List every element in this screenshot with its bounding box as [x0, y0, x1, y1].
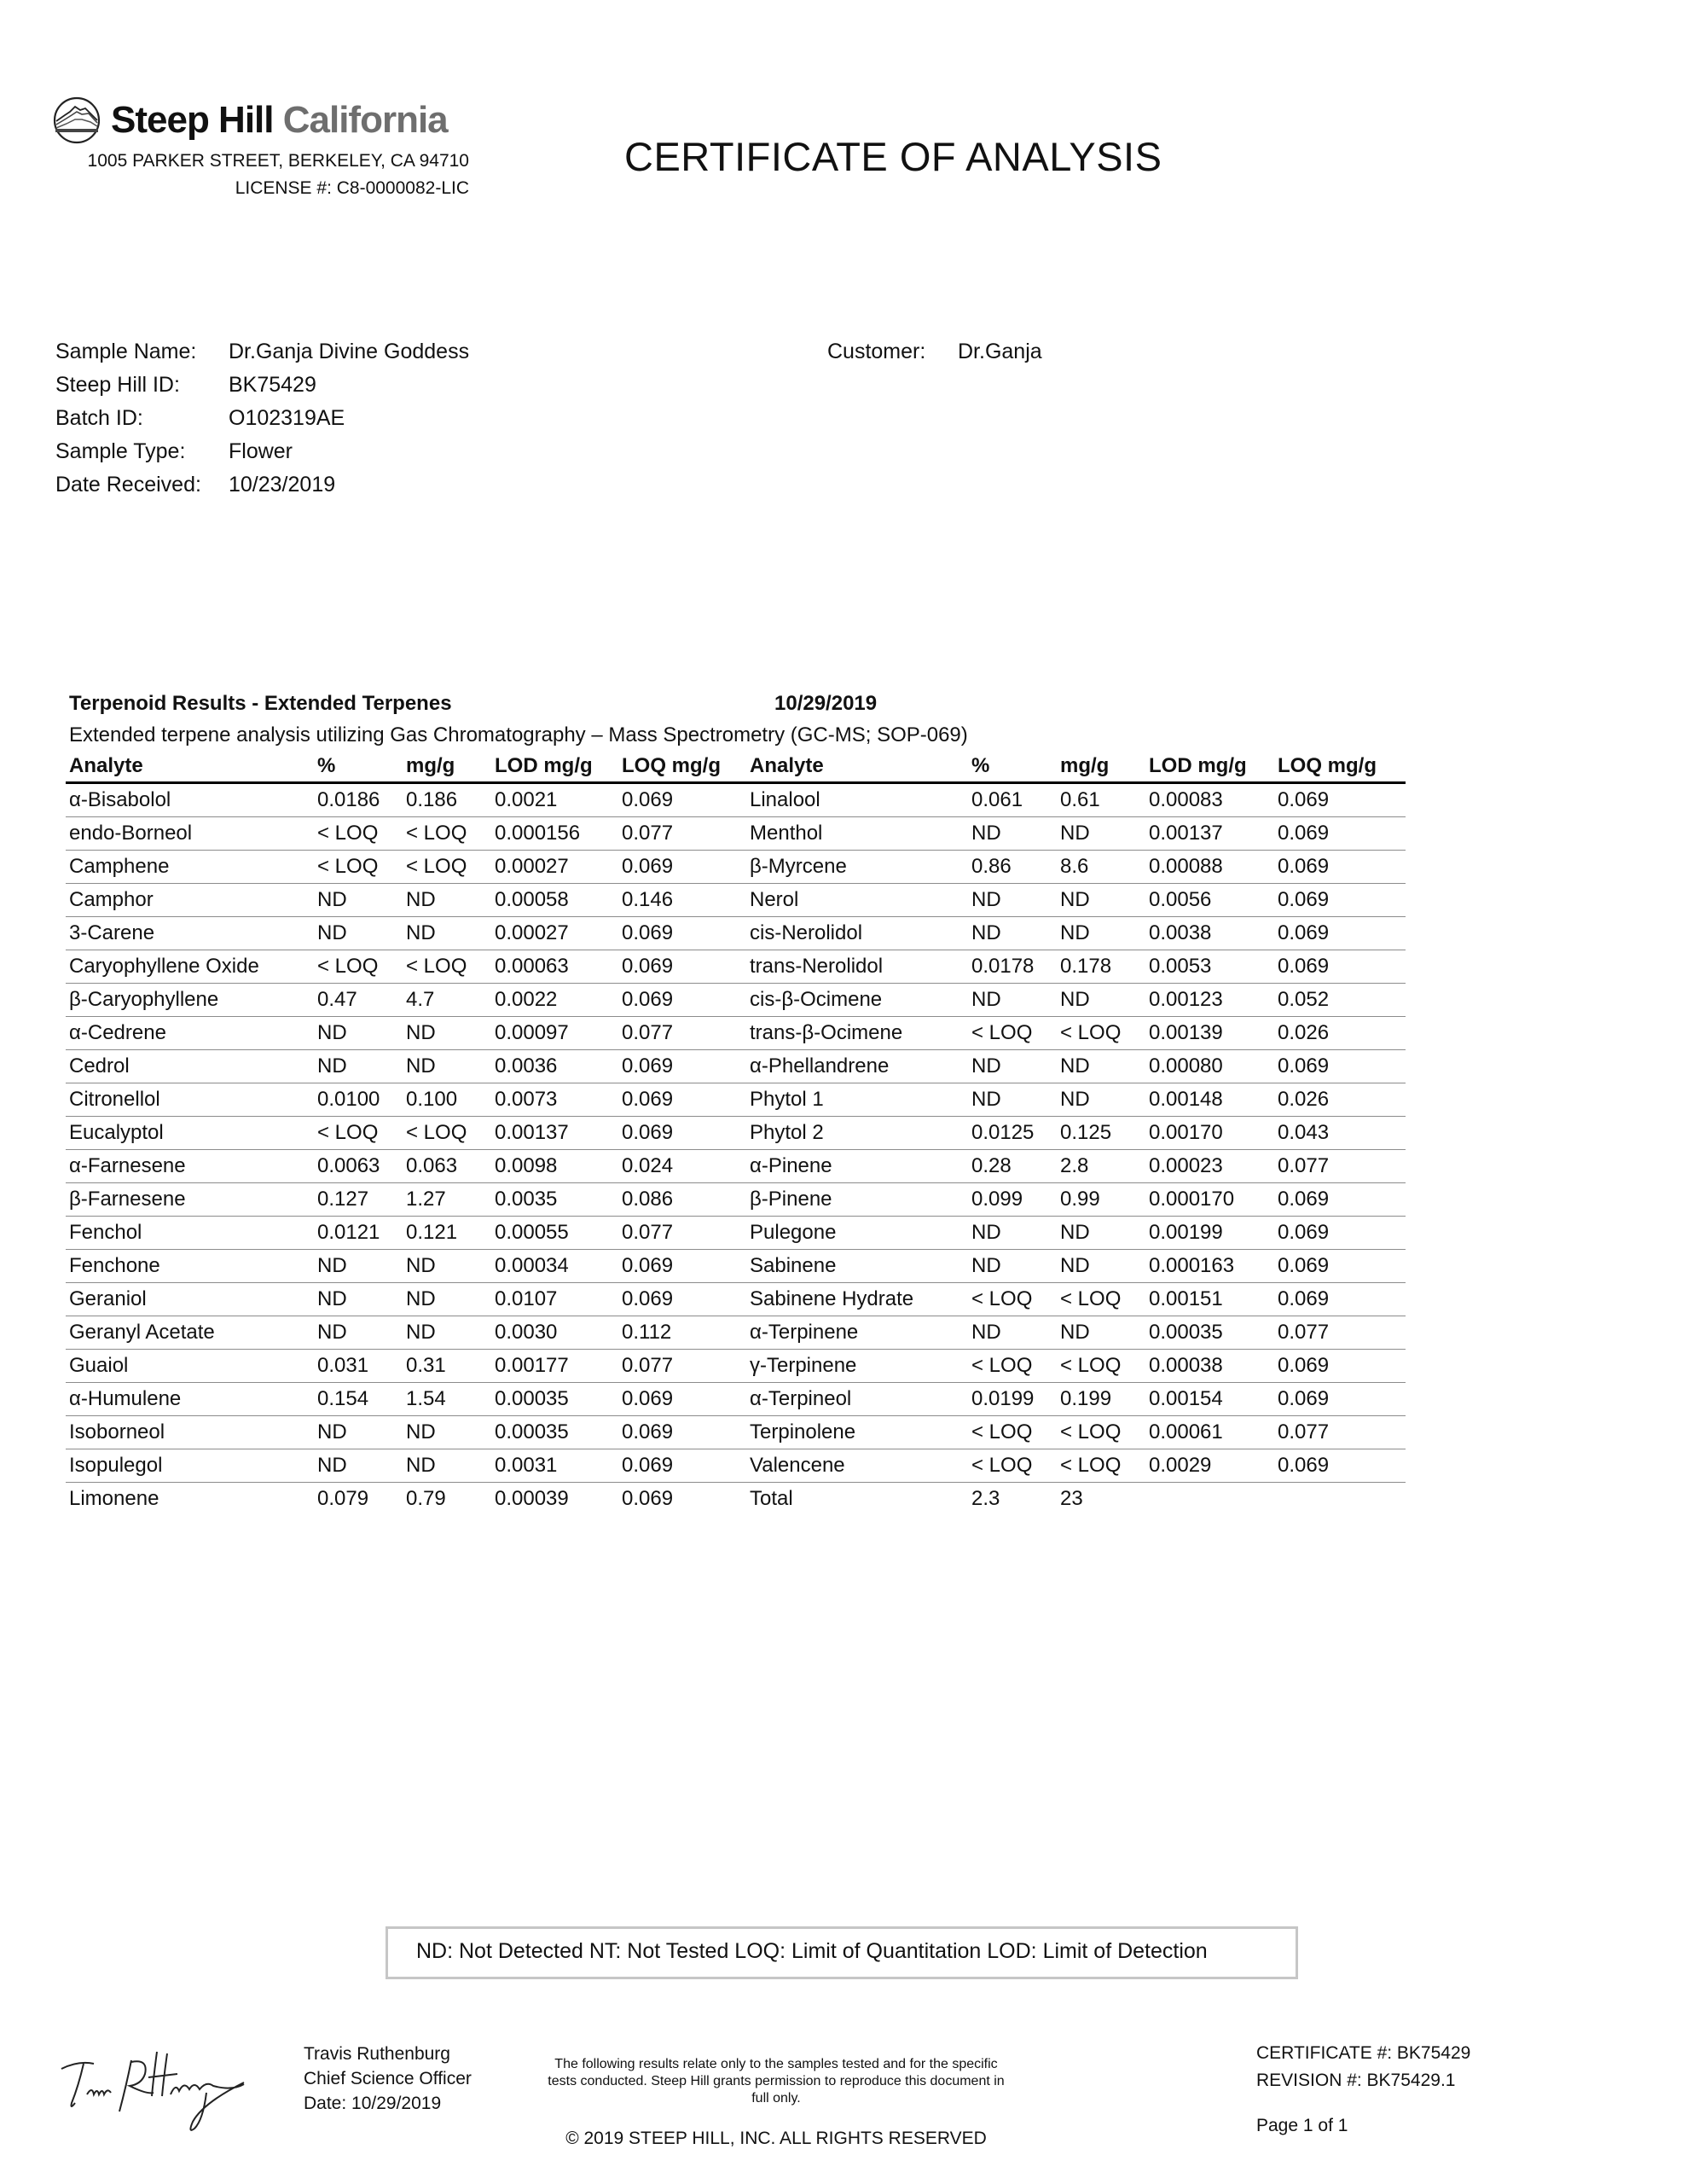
table-row: [66, 817, 1406, 851]
value-cell: 0.00034: [491, 1250, 618, 1283]
value-cell: 0.069: [618, 1283, 746, 1316]
value-cell: 0.186: [403, 783, 491, 817]
value-cell: 0.077: [1274, 1150, 1406, 1183]
value-cell: < LOQ: [403, 1117, 491, 1150]
analyte-cell: Caryophyllene Oxide: [66, 950, 314, 984]
value-cell: 0.00023: [1145, 1150, 1274, 1183]
table-row: [66, 1117, 1406, 1150]
value-cell: [1145, 1483, 1274, 1516]
value-cell: 0.069: [1274, 1217, 1406, 1250]
table-row: [66, 1483, 1406, 1516]
sample-type-label: Sample Type:: [55, 439, 186, 463]
table-row: [66, 1083, 1406, 1117]
page-title: CERTIFICATE OF ANALYSIS: [624, 134, 1162, 179]
analyte-cell: α-Humulene: [66, 1383, 314, 1416]
value-cell: 0.0186: [314, 783, 403, 817]
value-cell: ND: [968, 917, 1057, 950]
value-cell: 1.54: [403, 1383, 491, 1416]
company-logo: [53, 96, 471, 145]
value-cell: 0.112: [618, 1316, 746, 1350]
value-cell: 0.069: [1274, 1350, 1406, 1383]
value-cell: ND: [314, 1449, 403, 1483]
table-row: [66, 1350, 1406, 1383]
analyte-cell: endo-Borneol: [66, 817, 314, 851]
value-cell: 0.0021: [491, 783, 618, 817]
value-cell: 0.026: [1274, 1017, 1406, 1050]
analyte-cell: Eucalyptol: [66, 1117, 314, 1150]
value-cell: 0.0178: [968, 950, 1057, 984]
value-cell: 0.0056: [1145, 884, 1274, 917]
table-row: [66, 1283, 1406, 1316]
analyte-cell: Camphene: [66, 851, 314, 884]
value-cell: 0.079: [317, 1487, 369, 1510]
value-cell: 0.069: [618, 917, 746, 950]
value-cell: 0.063: [403, 1150, 491, 1183]
value-cell: 0.00027: [491, 851, 618, 884]
value-cell: 0.099: [968, 1183, 1057, 1217]
table-row: [66, 984, 1406, 1017]
value-cell: 0.069: [1274, 851, 1406, 884]
column-header: LOQ mg/g: [618, 750, 746, 783]
value-cell: ND: [403, 1316, 491, 1350]
value-cell: 23: [1060, 1487, 1083, 1510]
value-cell: ND: [314, 1250, 403, 1283]
signer-title: Chief Science Officer: [304, 2069, 472, 2088]
value-cell: ND: [1057, 1217, 1145, 1250]
value-cell: ND: [1057, 884, 1145, 917]
value-cell: 0.199: [1057, 1383, 1145, 1416]
terpene-results-table: [66, 750, 1406, 1515]
value-cell: 0.125: [1057, 1117, 1145, 1150]
value-cell: < LOQ: [1057, 1449, 1145, 1483]
analyte-cell: α-Pinene: [746, 1150, 968, 1183]
value-cell: 0.0053: [1145, 950, 1274, 984]
analyte-cell: β-Farnesene: [66, 1183, 314, 1217]
value-cell: 0.100: [403, 1083, 491, 1117]
column-header: LOD mg/g: [1145, 750, 1274, 783]
table-row: [66, 1217, 1406, 1250]
value-cell: 0.0107: [491, 1283, 618, 1316]
column-header: Analyte: [746, 750, 968, 783]
value-cell: < LOQ: [314, 851, 403, 884]
value-cell: ND: [314, 917, 403, 950]
table-header-row: [66, 750, 1406, 783]
page-number: Page 1 of 1: [1256, 2116, 1348, 2135]
table-row: [66, 950, 1406, 984]
analyte-cell: Fenchone: [66, 1250, 314, 1283]
value-cell: 0.069: [1274, 917, 1406, 950]
table-row: [66, 851, 1406, 884]
analyte-cell: Pulegone: [746, 1217, 968, 1250]
value-cell: 0.077: [618, 817, 746, 851]
analyte-cell: Sabinene Hydrate: [746, 1283, 968, 1316]
analyte-cell: α-Cedrene: [66, 1017, 314, 1050]
analyte-cell: γ-Terpinene: [746, 1350, 968, 1383]
legend-box: [386, 1926, 1298, 1979]
value-cell: ND: [968, 1316, 1057, 1350]
value-cell: 0.00148: [1145, 1083, 1274, 1117]
value-cell: ND: [968, 984, 1057, 1017]
value-cell: 0.0030: [491, 1316, 618, 1350]
analyte-cell: trans-Nerolidol: [746, 950, 968, 984]
value-cell: < LOQ: [1057, 1350, 1145, 1383]
value-cell: 0.00083: [1145, 783, 1274, 817]
value-cell: 0.146: [618, 884, 746, 917]
analyte-cell: Isoborneol: [66, 1416, 314, 1449]
value-cell: 0.0031: [491, 1449, 618, 1483]
value-cell: ND: [403, 1050, 491, 1083]
value-cell: 0.79: [406, 1487, 446, 1510]
batch-id-label: Batch ID:: [55, 406, 143, 430]
value-cell: ND: [403, 1449, 491, 1483]
analyte-cell: Menthol: [746, 817, 968, 851]
analyte-cell: Isopulegol: [66, 1449, 314, 1483]
table-row: [66, 884, 1406, 917]
value-cell: ND: [1057, 817, 1145, 851]
value-cell: ND: [968, 817, 1057, 851]
value-cell: < LOQ: [968, 1416, 1057, 1449]
signer-date: Date: 10/29/2019: [304, 2094, 442, 2113]
analyte-cell: cis-Nerolidol: [746, 917, 968, 950]
value-cell: 0.00097: [491, 1017, 618, 1050]
logo-primary-text: Steep Hill: [111, 99, 274, 141]
value-cell: 0.00080: [1145, 1050, 1274, 1083]
value-cell: ND: [968, 884, 1057, 917]
column-header: mg/g: [1057, 750, 1145, 783]
value-cell: 0.00088: [1145, 851, 1274, 884]
value-cell: ND: [968, 1250, 1057, 1283]
analyte-cell: β-Caryophyllene: [66, 984, 314, 1017]
value-cell: 0.00039: [495, 1487, 569, 1510]
column-header: %: [968, 750, 1057, 783]
logo-secondary-text: California: [282, 99, 448, 141]
table-row: [66, 1183, 1406, 1217]
table-row: [66, 1416, 1406, 1449]
value-cell: 0.069: [618, 851, 746, 884]
sample-name-label: Sample Name:: [55, 340, 197, 363]
value-cell: 0.077: [1274, 1316, 1406, 1350]
value-cell: 0.00139: [1145, 1017, 1274, 1050]
table-row: [66, 1150, 1406, 1183]
value-cell: 0.0073: [491, 1083, 618, 1117]
value-cell: < LOQ: [968, 1350, 1057, 1383]
section-date: 10/29/2019: [774, 692, 878, 715]
value-cell: 0.069: [618, 1383, 746, 1416]
analyte-cell: Geranyl Acetate: [66, 1316, 314, 1350]
signature-image: [53, 2043, 283, 2137]
value-cell: 0.061: [968, 783, 1057, 817]
analyte-cell: Camphor: [66, 884, 314, 917]
value-cell: 0.052: [1274, 984, 1406, 1017]
value-cell: 0.00035: [491, 1383, 618, 1416]
value-cell: 0.0036: [491, 1050, 618, 1083]
value-cell: < LOQ: [968, 1449, 1057, 1483]
value-cell: 0.000170: [1145, 1183, 1274, 1217]
company-address: 1005 PARKER STREET, BERKELEY, CA 94710: [87, 151, 469, 171]
signer-name: Travis Ruthenburg: [304, 2044, 450, 2064]
value-cell: < LOQ: [314, 1117, 403, 1150]
value-cell: 0.99: [1057, 1183, 1145, 1217]
analyte-cell: β-Myrcene: [746, 851, 968, 884]
value-cell: 0.069: [618, 1050, 746, 1083]
analyte-cell: Cedrol: [66, 1050, 314, 1083]
table-row: [66, 1449, 1406, 1483]
value-cell: ND: [314, 1283, 403, 1316]
value-cell: 0.00061: [1145, 1416, 1274, 1449]
analyte-cell: Phytol 1: [746, 1083, 968, 1117]
analyte-cell: trans-β-Ocimene: [746, 1017, 968, 1050]
value-cell: 0.069: [1274, 817, 1406, 851]
value-cell: 0.000163: [1145, 1250, 1274, 1283]
sample-name-value: Dr.Ganja Divine Goddess: [229, 340, 470, 363]
value-cell: 0.086: [618, 1183, 746, 1217]
value-cell: 2.3: [971, 1487, 1000, 1510]
value-cell: 0.069: [618, 783, 746, 817]
steep-hill-id-value: BK75429: [229, 373, 316, 397]
analyte-cell: Guaiol: [66, 1350, 314, 1383]
value-cell: 0.069: [1274, 884, 1406, 917]
value-cell: 8.6: [1057, 851, 1145, 884]
section-title: Terpenoid Results - Extended Terpenes: [69, 692, 452, 715]
value-cell: ND: [314, 1050, 403, 1083]
value-cell: < LOQ: [403, 817, 491, 851]
value-cell: ND: [1057, 1316, 1145, 1350]
value-cell: 0.069: [1274, 1250, 1406, 1283]
value-cell: 0.0100: [314, 1083, 403, 1117]
customer-label: Customer:: [827, 340, 926, 363]
value-cell: 0.00199: [1145, 1217, 1274, 1250]
table-row: [66, 917, 1406, 950]
analyte-cell: Valencene: [746, 1449, 968, 1483]
value-cell: < LOQ: [1057, 1416, 1145, 1449]
analyte-cell: Terpinolene: [746, 1416, 968, 1449]
license-number: LICENSE #: C8-0000082-LIC: [235, 178, 469, 198]
certificate-number: CERTIFICATE #: BK75429: [1256, 2043, 1471, 2063]
batch-id-value: O102319AE: [229, 406, 345, 430]
value-cell: < LOQ: [1057, 1017, 1145, 1050]
value-cell: < LOQ: [968, 1017, 1057, 1050]
value-cell: < LOQ: [1057, 1283, 1145, 1316]
value-cell: ND: [403, 884, 491, 917]
value-cell: 0.0029: [1145, 1449, 1274, 1483]
value-cell: ND: [403, 1250, 491, 1283]
value-cell: ND: [403, 1283, 491, 1316]
column-header: mg/g: [403, 750, 491, 783]
value-cell: ND: [314, 1017, 403, 1050]
table-row: [66, 1050, 1406, 1083]
value-cell: 0.069: [618, 1083, 746, 1117]
value-cell: 0.000156: [491, 817, 618, 851]
analyte-cell: α-Bisabolol: [66, 783, 314, 817]
value-cell: 0.069: [618, 984, 746, 1017]
column-header: Analyte: [66, 750, 314, 783]
value-cell: 0.154: [314, 1383, 403, 1416]
analyte-cell: α-Terpinene: [746, 1316, 968, 1350]
value-cell: 0.0022: [491, 984, 618, 1017]
value-cell: 4.7: [403, 984, 491, 1017]
value-cell: 0.069: [618, 1250, 746, 1283]
value-cell: 0.00137: [1145, 817, 1274, 851]
value-cell: ND: [403, 917, 491, 950]
value-cell: 0.069: [1274, 950, 1406, 984]
legend-text: ND: Not Detected NT: Not Tested LOQ: Limit of Quantitation LOD: Limit of Detection: [416, 1939, 1208, 1963]
value-cell: [1274, 1483, 1406, 1516]
value-cell: 0.0125: [968, 1117, 1057, 1150]
value-cell: 0.121: [403, 1217, 491, 1250]
value-cell: 0.077: [618, 1017, 746, 1050]
value-cell: 0.31: [403, 1350, 491, 1383]
value-cell: 0.0038: [1145, 917, 1274, 950]
value-cell: 0.077: [1274, 1416, 1406, 1449]
value-cell: 0.069: [618, 1449, 746, 1483]
value-cell: 0.00038: [1145, 1350, 1274, 1383]
value-cell: 0.28: [968, 1150, 1057, 1183]
analyte-cell: Citronellol: [66, 1083, 314, 1117]
value-cell: 2.8: [1057, 1150, 1145, 1183]
customer-value: Dr.Ganja: [958, 340, 1042, 363]
value-cell: 0.069: [622, 1487, 674, 1510]
value-cell: 1.27: [403, 1183, 491, 1217]
value-cell: 0.86: [968, 851, 1057, 884]
value-cell: ND: [968, 1083, 1057, 1117]
section-subtitle: Extended terpene analysis utilizing Gas Chromatography – Mass Spectrometry (GC-MS; SOP-069): [69, 723, 968, 746]
value-cell: 0.00035: [491, 1416, 618, 1449]
table-row: [66, 1383, 1406, 1416]
date-received-value: 10/23/2019: [229, 473, 336, 497]
value-cell: 0.00027: [491, 917, 618, 950]
value-cell: ND: [314, 884, 403, 917]
value-cell: < LOQ: [403, 851, 491, 884]
value-cell: ND: [1057, 1083, 1145, 1117]
value-cell: ND: [1057, 1050, 1145, 1083]
value-cell: 0.031: [314, 1350, 403, 1383]
value-cell: 0.00063: [491, 950, 618, 984]
table-row: [66, 1316, 1406, 1350]
value-cell: 0.00137: [491, 1117, 618, 1150]
analyte-cell: Phytol 2: [746, 1117, 968, 1150]
value-cell: ND: [1057, 984, 1145, 1017]
column-header: LOQ mg/g: [1274, 750, 1406, 783]
value-cell: 0.0199: [968, 1383, 1057, 1416]
value-cell: 0.178: [1057, 950, 1145, 984]
value-cell: 0.077: [618, 1217, 746, 1250]
column-header: %: [314, 750, 403, 783]
value-cell: 0.00170: [1145, 1117, 1274, 1150]
value-cell: ND: [1057, 917, 1145, 950]
value-cell: 0.00055: [491, 1217, 618, 1250]
analyte-cell: 3-Carene: [66, 917, 314, 950]
steep-hill-id-label: Steep Hill ID:: [55, 373, 180, 397]
value-cell: < LOQ: [968, 1283, 1057, 1316]
value-cell: 0.077: [618, 1350, 746, 1383]
value-cell: ND: [314, 1316, 403, 1350]
revision-number: REVISION #: BK75429.1: [1256, 2071, 1456, 2090]
analyte-cell: α-Phellandrene: [746, 1050, 968, 1083]
value-cell: ND: [1057, 1250, 1145, 1283]
analyte-cell: Nerol: [746, 884, 968, 917]
disclaimer-text: The following results relate only to the samples tested and for the specific tests conducted. Steep Hill grants permission to reproduce this document in full only.: [548, 2057, 1005, 2106]
value-cell: 0.00151: [1145, 1283, 1274, 1316]
value-cell: 0.0098: [491, 1150, 618, 1183]
date-received-label: Date Received:: [55, 473, 201, 497]
value-cell: 0.127: [314, 1183, 403, 1217]
value-cell: 0.0121: [314, 1217, 403, 1250]
value-cell: 0.00177: [491, 1350, 618, 1383]
value-cell: 0.0035: [491, 1183, 618, 1217]
table-row: [66, 1017, 1406, 1050]
value-cell: < LOQ: [403, 950, 491, 984]
analyte-cell: Limonene: [69, 1487, 159, 1510]
column-header: LOD mg/g: [491, 750, 618, 783]
value-cell: 0.069: [1274, 783, 1406, 817]
sample-type-value: Flower: [229, 439, 293, 463]
value-cell: ND: [968, 1050, 1057, 1083]
table-row: [66, 1250, 1406, 1283]
value-cell: 0.00123: [1145, 984, 1274, 1017]
value-cell: 0.043: [1274, 1117, 1406, 1150]
value-cell: 0.069: [1274, 1283, 1406, 1316]
copyright-text: © 2019 STEEP HILL, INC. ALL RIGHTS RESERVED: [565, 2129, 987, 2148]
value-cell: 0.026: [1274, 1083, 1406, 1117]
analyte-cell: Linalool: [746, 783, 968, 817]
analyte-cell: α-Farnesene: [66, 1150, 314, 1183]
analyte-cell: α-Terpineol: [746, 1383, 968, 1416]
mountain-logo-icon: [53, 96, 101, 144]
value-cell: 0.069: [1274, 1449, 1406, 1483]
table-row: [66, 783, 1406, 817]
analyte-cell: Sabinene: [746, 1250, 968, 1283]
value-cell: 0.00035: [1145, 1316, 1274, 1350]
value-cell: 0.024: [618, 1150, 746, 1183]
analyte-cell: cis-β-Ocimene: [746, 984, 968, 1017]
value-cell: ND: [968, 1217, 1057, 1250]
analyte-cell: Total: [750, 1487, 793, 1510]
value-cell: 0.069: [618, 950, 746, 984]
value-cell: 0.069: [618, 1117, 746, 1150]
value-cell: 0.069: [1274, 1183, 1406, 1217]
value-cell: 0.0063: [314, 1150, 403, 1183]
value-cell: < LOQ: [314, 817, 403, 851]
value-cell: ND: [314, 1416, 403, 1449]
value-cell: ND: [403, 1416, 491, 1449]
value-cell: 0.00058: [491, 884, 618, 917]
analyte-cell: β-Pinene: [746, 1183, 968, 1217]
value-cell: < LOQ: [314, 950, 403, 984]
value-cell: 0.00154: [1145, 1383, 1274, 1416]
value-cell: ND: [403, 1017, 491, 1050]
analyte-cell: Fenchol: [66, 1217, 314, 1250]
value-cell: 0.61: [1057, 783, 1145, 817]
value-cell: 0.069: [618, 1416, 746, 1449]
value-cell: 0.069: [1274, 1383, 1406, 1416]
value-cell: 0.47: [314, 984, 403, 1017]
analyte-cell: Geraniol: [66, 1283, 314, 1316]
value-cell: 0.069: [1274, 1050, 1406, 1083]
